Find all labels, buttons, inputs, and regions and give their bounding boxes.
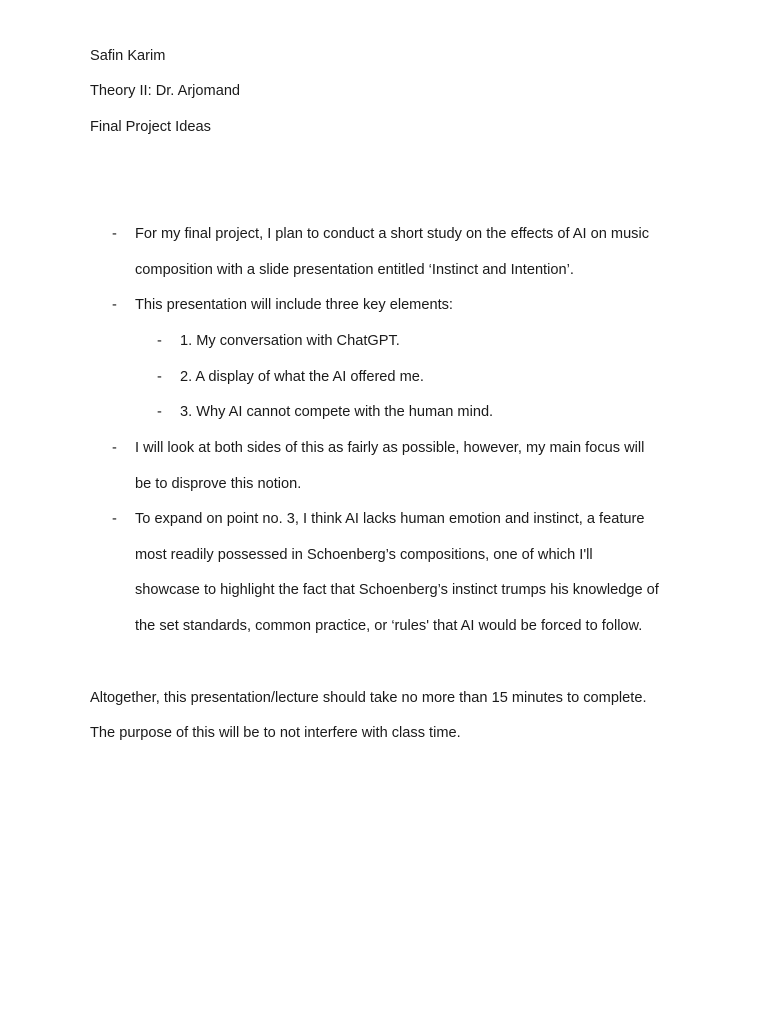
closing-line: The purpose of this will be to not interfere with class time. — [90, 725, 461, 741]
bullet-line: composition with a slide presentation entitled ‘Instinct and Intention’. — [135, 261, 574, 278]
bullet-line: To expand on point no. 3, I think AI lacks human emotion and instinct, a feature — [135, 511, 645, 527]
bullet-dash: - — [112, 226, 117, 242]
sub-bullet-text: 3. Why AI cannot compete with the human mind. — [180, 404, 494, 420]
bullet-text — [135, 224, 649, 295]
sub-bullet-text: 1. My conversation with ChatGPT. — [180, 333, 400, 349]
bullet-dash: - — [112, 511, 117, 527]
author-name: Safin Karim — [90, 48, 166, 64]
bullet-dash: - — [112, 440, 117, 456]
bullet-line: the set standards, common practice, or ‘rules' that AI would be forced to follow. — [135, 618, 643, 635]
course-line: Theory II: Dr. Arjomand — [90, 83, 241, 99]
sub-bullet-text: 2. A display of what the AI offered me. — [180, 369, 424, 385]
bullet-line: most readily possessed in Schoenberg’s compositions, one of which I'll — [135, 546, 593, 563]
closing-line: Altogether, this presentation/lecture should take no more than 15 minutes to complete. — [90, 690, 647, 706]
bullet-line: For my final project, I plan to conduct a short study on the effects of AI on music — [135, 226, 650, 242]
bullet-line: be to disprove this notion. — [135, 475, 302, 492]
bullet-dash: - — [157, 369, 162, 385]
bullet-line: showcase to highlight the fact that Schoenberg’s instinct trumps his knowledge of — [135, 582, 659, 599]
bullet-dash: - — [157, 404, 162, 420]
bullet-text — [135, 509, 659, 652]
bullet-dash: - — [157, 333, 162, 349]
bullet-text — [135, 438, 644, 509]
document-title: Final Project Ideas — [90, 119, 211, 135]
bullet-line: I will look at both sides of this as fairly as possible, however, my main focus will — [135, 440, 645, 456]
bullet-dash: - — [112, 297, 117, 313]
bullet-text: This presentation will include three key elements: — [135, 297, 453, 313]
